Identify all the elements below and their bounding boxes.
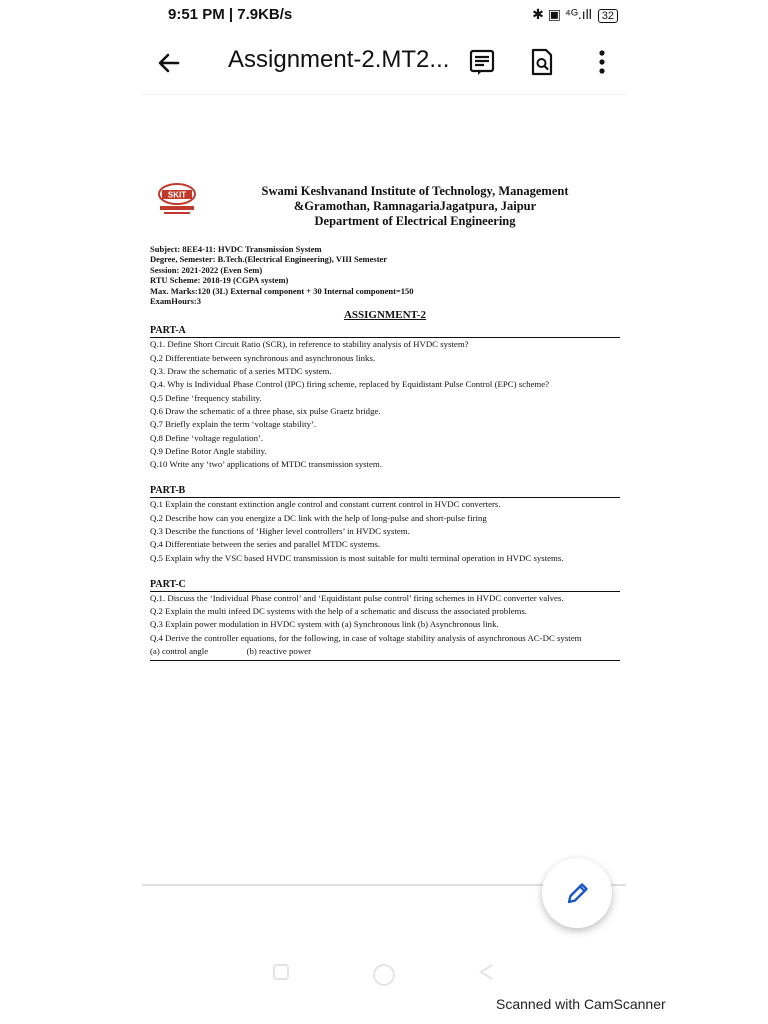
part-c-question: Q.2 Explain the multi infeed DC systems with the help of a schematic and discuss the associated problems. <box>150 606 527 617</box>
recents-icon[interactable] <box>272 963 290 986</box>
status-bar <box>0 0 768 32</box>
part-a-question: Q.5 Define ‘frequency stability. <box>150 392 262 403</box>
more-vert-icon[interactable] <box>590 48 614 81</box>
search-in-doc-icon[interactable] <box>528 48 556 81</box>
system-nav-bar <box>0 960 768 988</box>
battery-icon: 32 <box>598 9 618 23</box>
assignment-title: ASSIGNMENT-2 <box>343 309 427 322</box>
option-a: (a) control angle <box>150 646 209 657</box>
part-a-question: Q.2 Differentiate between synchronous and asynchronous links. <box>150 352 376 363</box>
document-header <box>150 180 620 240</box>
edit-fab-button[interactable] <box>542 858 612 928</box>
text-view-icon[interactable] <box>468 48 496 81</box>
part-c-question: Q.1. Discuss the ‘Individual Phase control’ and ‘Equidistant pulse control’ firing schemes in HVDC converter valves. <box>150 592 564 603</box>
part-b-question: Q.2 Describe how can you energize a DC link with the help of long-pulse and short-pulse firing <box>150 512 487 523</box>
back-nav-icon[interactable] <box>478 963 496 986</box>
part-b-question: Q.5 Explain why the VSC based HVDC transmission is most suitable for multi terminal operation in HVDC systems. <box>150 552 564 563</box>
meta-hours: ExamHours:3 <box>150 296 201 307</box>
skit-logo <box>156 182 198 216</box>
meta-subject: Subject: 8EE4-11: HVDC Transmission System <box>150 244 322 254</box>
part-b-question: Q.1 Explain the constant extinction angle control and constant current control in HVDC converters. <box>150 499 501 510</box>
meta-scheme: RTU Scheme: 2018-19 (CGPA system) <box>150 275 289 286</box>
signal-icons: ✱ ▣ ⁴ᴳ.ıll <box>532 6 592 22</box>
part-b-question: Q.4 Differentiate between the series and parallel MTDC systems. <box>150 539 380 550</box>
course-meta <box>150 244 620 306</box>
institute-name <box>210 184 620 229</box>
document-page <box>150 180 620 661</box>
camscanner-watermark: Scanned with CamScanner <box>496 996 666 1012</box>
part-a-question: Q.9 Define Rotor Angle stability. <box>150 445 267 456</box>
part-c-title: PART-C <box>150 579 620 592</box>
institute-line-1: Swami Keshvanand Institute of Technology, Management <box>261 184 569 198</box>
document-title: Assignment-2.MT2... <box>228 46 450 73</box>
part-b-title: PART-B <box>150 485 620 498</box>
part-a-question: Q.7 Briefly explain the term ‘voltage stability’. <box>150 419 317 430</box>
svg-text:SKIT: SKIT <box>167 190 187 200</box>
part-a-question: Q.10 Write any ‘two’ applications of MTDC transmission system. <box>150 459 382 470</box>
part-a-question: Q.3. Draw the schematic of a series MTDC system. <box>150 366 332 377</box>
part-c-options <box>150 645 620 661</box>
edit-pencil-icon <box>565 880 591 911</box>
option-b: (b) reactive power <box>246 646 312 657</box>
department-line: Department of Electrical Engineering <box>314 214 516 228</box>
part-c-question: Q.3 Explain power modulation in HVDC system with (a) Synchronous link (b) Asynchronous link. <box>150 619 499 630</box>
part-c-question: Q.4 Derive the controller equations, for the following, in case of voltage stability analysis of asynchronous AC-DC system <box>150 632 582 643</box>
app-bar <box>142 40 626 95</box>
meta-marks: Max. Marks:120 (3L) External component + 30 Internal component=150 <box>150 285 414 296</box>
home-icon[interactable] <box>372 963 396 992</box>
part-a-title: PART-A <box>150 325 620 338</box>
part-a-question: Q.6 Draw the schematic of a three phase, six pulse Graetz bridge. <box>150 405 381 416</box>
part-a-question: Q.8 Define ‘voltage regulation’. <box>150 432 264 443</box>
meta-degree: Degree, Semester: B.Tech.(Electrical Engineering), VIII Semester <box>150 254 388 265</box>
status-icons <box>532 6 618 23</box>
status-time: 9:51 PM | 7.9KB/s <box>168 6 293 23</box>
part-a-question: Q.1. Define Short Circuit Ratio (SCR), in reference to stability analysis of HVDC system? <box>150 339 469 350</box>
part-a-question: Q.4. Why is Individual Phase Control (IPC) firing scheme, replaced by Equidistant Pulse Control (EPC) scheme? <box>150 379 550 390</box>
back-arrow-icon[interactable] <box>156 50 182 83</box>
meta-session: Session: 2021-2022 (Even Sem) <box>150 264 263 275</box>
institute-line-2: &Gramothan, RamnagariaJagatpura, Jaipur <box>293 199 537 213</box>
part-b-question: Q.3 Describe the functions of ‘Higher level controllers’ in HVDC system. <box>150 526 410 536</box>
